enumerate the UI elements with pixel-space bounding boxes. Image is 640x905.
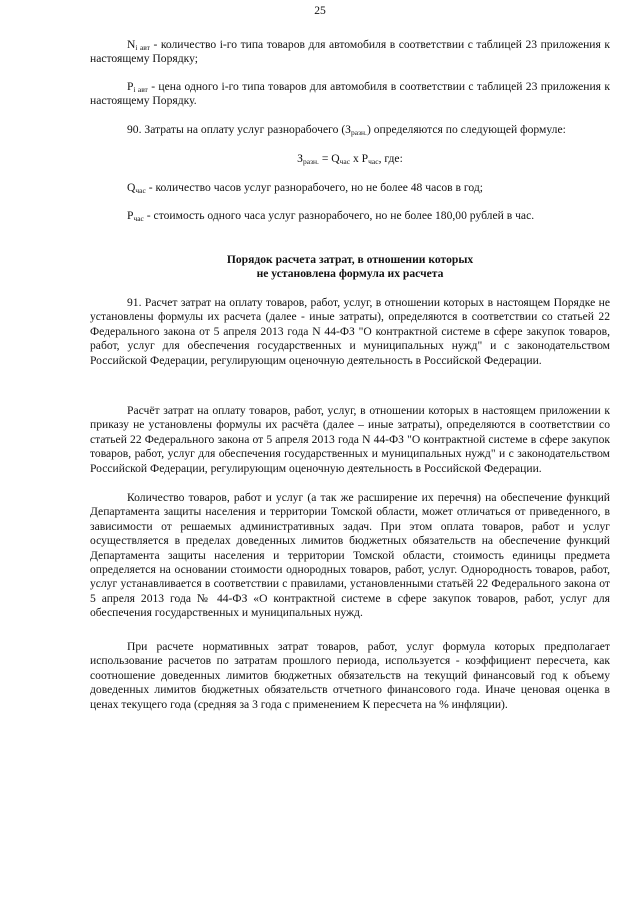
page-number: 25 [314, 4, 326, 17]
ni-subscript: i авт [135, 43, 150, 52]
formula-q-sub: час [339, 157, 351, 166]
pi-symbol: P [127, 80, 134, 93]
p90-subscript: разн. [351, 128, 367, 137]
formula-eq: = Q [318, 152, 340, 165]
heading-line-1: Порядок расчета затрат, в отношении которых [226, 253, 474, 266]
paragraph-91: 91. Расчет затрат на оплату товаров, работ, услуг, в отношении которых в настоящем Порядке не установлены формулы их расчета (далее - иные затраты), определяются в соответствии со статьей 22 Федерального закона от 5 апреля 2013 года N 44-ФЗ "О контрактной системе в сфере закупок товаров, работ, услуг для обеспечения государственных и муниципальных нужд" и с законодательством Российской Федерации, регулирующим оценочную деятельность в Российской Федерации. [90, 296, 610, 367]
p-definition [90, 209, 610, 223]
formula-p-sub: час [368, 157, 379, 166]
p-subscript: час [133, 214, 144, 223]
q-symbol: Q [127, 181, 136, 194]
q-definition [90, 181, 610, 195]
paragraph-90 [90, 123, 610, 137]
formula-z: З [297, 152, 303, 165]
paragraph-kolichestvo: Количество товаров, работ и услуг (а так же расширение их перечня) на обеспечение функций Департамента защиты населения и территории Томской области, может отличаться от приведенного, в зависимости от решаемых административных задач. При этом оплата товаров, работ и услуг осуществляется в пределах доведенных лимитов бюджетных обязательств на обеспечение функций Департамента защиты населения и территории Томской области, стоимость единицы предмета определяется на основании стоимости однородных товаров, работ, услуг. Однородность товаров, работ, услуг устанавливается в соответствии с правилами, установленными статьёй 22 Федерального закона от 5 апреля 2013 года № 44-ФЗ «О контрактной системе в сфере закупок товаров, работ, услуг для обеспечения государственных и муниципальных нужд. [90, 491, 610, 620]
formula-x: х P [350, 152, 369, 165]
ni-symbol: N [127, 38, 136, 51]
p-symbol: P [127, 209, 134, 222]
q-subscript: час [135, 186, 146, 195]
ni-definition [90, 38, 610, 67]
ni-text: - количество i-го типа товаров для автомобиля в соответствии с таблицей 23 приложения к настоящему Порядку; [90, 38, 610, 66]
section-heading [90, 253, 610, 282]
formula-z-sub: разн. [302, 157, 319, 166]
pi-subscript: i авт [133, 85, 148, 94]
q-text: - количество часов услуг разнорабочего, но не более 48 часов в год; [145, 181, 483, 194]
p90-text-a: 90. Затраты на оплату услуг разнорабочего (З [127, 123, 351, 136]
paragraph-pri-raschete: При расчете нормативных затрат товаров, работ, услуг формула которых предполагает использование расчетов по затратам прошлого периода, используется - коэффициент пересчета, как соотношение доведенных лимитов бюджетных обязательств на текущий финансовый год к объему доведенных лимитов бюджетных обязательств отчетного финансового года. Иначе ценовая оценка в ценах текущего года (средняя за 3 года с применением К пересчета на % инфляции). [90, 640, 610, 711]
paragraph-raschet: Расчёт затрат на оплату товаров, работ, услуг, в отношении которых в настоящем приложении к приказу не установлены формулы их расчёта (далее – иные затраты), определяются в соответствии со статьей 22 Федерального закона от 5 апреля 2013 года N 44-ФЗ "О контрактной системе в сфере закупок товаров, работ, услуг для обеспечения государственных и муниципальных нужд" и с законодательством Российской Федерации, регулирующим оценочную деятельность в Российской Федерации. [90, 404, 610, 475]
heading-line-2: не установлена формула их расчета [256, 267, 444, 281]
pi-text: - цена одного i-го типа товаров для автомобиля в соответствии с таблицей 23 приложения к настоящему Порядку. [90, 80, 610, 108]
p-text: - стоимость одного часа услуг разнорабочего, но не более 180,00 рублей в час. [143, 209, 535, 222]
formula [90, 152, 610, 166]
pi-definition [90, 80, 610, 109]
p90-text-b: ) определяются по следующей формуле: [366, 123, 566, 136]
formula-tail: , где: [378, 152, 403, 165]
